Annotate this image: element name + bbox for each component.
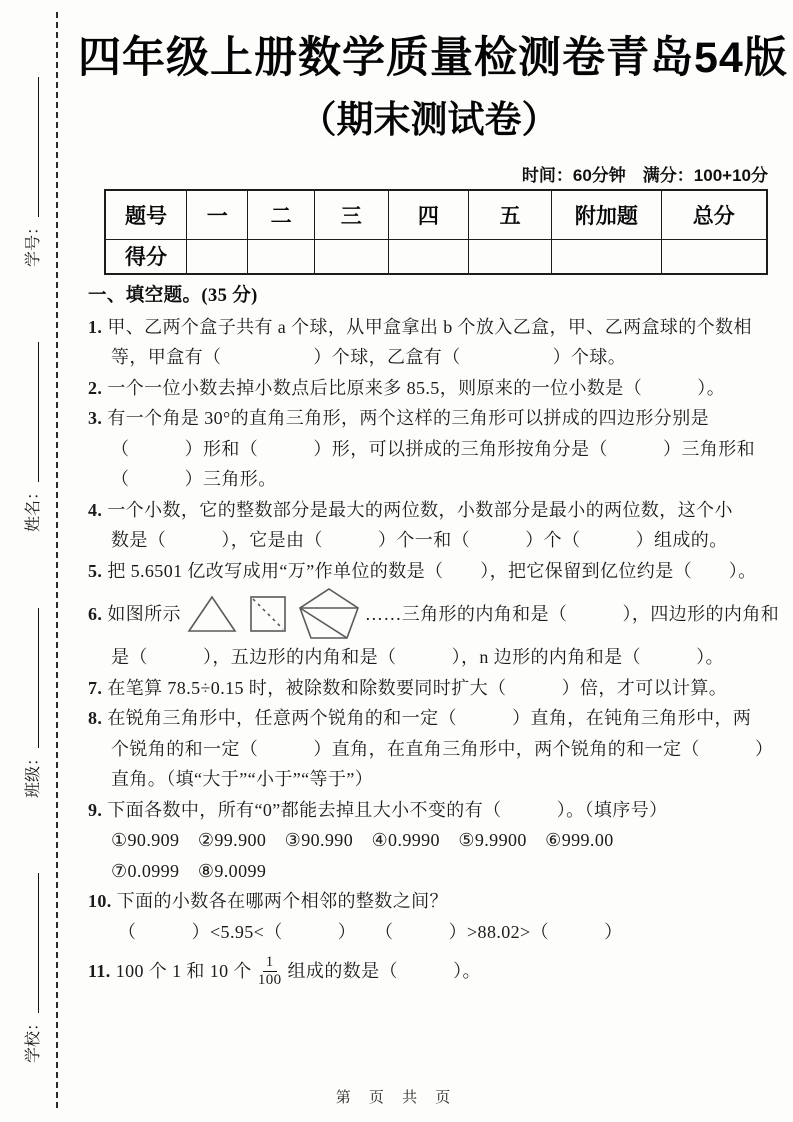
fill-in-blanks-section	[88, 281, 780, 995]
question-11-line-1: 11. 100 个 1 和 10 个 $\frac{1}{100}$ 组成的数是（ ）。	[88, 954, 481, 988]
student-name-field	[20, 342, 44, 532]
question-10-line-2: （ ）<5.95<（ ） （ ）>88.02>（ ）	[118, 921, 623, 942]
page-footer: 第 页 共 页	[335, 1089, 458, 1106]
question-4-line-2: 数是（ ），它是由（ ）个一和（ ）个（ ）组成的。	[111, 530, 728, 550]
question-8-number: 8.	[88, 708, 103, 728]
question-4-number: 4.	[88, 499, 103, 520]
score-row-label: 得分	[105, 239, 186, 274]
score-cell-empty	[314, 239, 388, 274]
question-7-line-1: 7. 在笔算 78.5÷0.15 时，被除数和除数要同时扩大（ ）倍，才可以计算。	[88, 677, 728, 698]
page-title: 四年级上册数学质量检测卷青岛54版	[78, 34, 788, 82]
question-11-number: 11.	[88, 960, 111, 981]
question-6-line-1: 6. 如图所示 ……三角形的内角和是（ ），四边形的内角和	[88, 586, 772, 642]
question-9-options-line-1: ①90.909 ②99.900 ③90.990 ④0.9990 ⑤9.9900 ⑥999.00	[111, 830, 614, 850]
question-8-line-2: 个锐角的和一定（ ）直角，在直角三角形中，两个锐角的和一定（ ）	[111, 738, 774, 759]
question-9-number: 9.	[88, 799, 103, 820]
score-table-header-cell: 总分	[661, 190, 767, 239]
question-10-line-1: 10. 下面的小数各在哪两个相邻的整数之间？	[88, 891, 448, 911]
score-cell-empty	[468, 239, 551, 274]
school-blank-line	[38, 873, 39, 1013]
student-id-blank-line	[38, 77, 39, 217]
binding-dashed-line	[56, 12, 58, 1108]
question-7-number: 7.	[88, 677, 103, 698]
score-cell-empty	[388, 239, 468, 274]
section-heading: 一、填空题。(35 分)	[88, 286, 258, 306]
exam-meta: 时间：60分钟 满分：100+10分	[521, 166, 768, 185]
question-9-line-1: 9. 下面各数中，所有“0”都能去掉且大小不变的有（ ）。（填序号）	[88, 799, 668, 820]
score-table-header-cell: 三	[314, 190, 388, 239]
question-9-options-line-2: ⑦0.0999 ⑧9.0099	[111, 860, 267, 881]
fraction-1-over-100: $\frac{1}{100}$	[257, 954, 282, 988]
class-label: 班级：	[25, 749, 42, 798]
question-5-number: 5.	[88, 560, 103, 581]
class-blank-line	[38, 608, 39, 748]
question-3-line-1: 3. 有一个角是 30°的直角三角形，两个这样的三角形可以拼成的四边形分别是	[88, 408, 710, 428]
question-4-line-1: 4. 一个小数，它的整数部分是最大的两位数，小数部分是最小的两位数，这个小	[88, 499, 733, 520]
question-1-line-1: 1. 甲、乙两个盒子共有 a 个球，从甲盒拿出 b 个放入乙盒，甲、乙两盒球的个数相	[88, 316, 752, 337]
question-5-line-1: 5. 把 5.6501 亿改写成用“万”作单位的数是（ ），把它保留到亿位约是（ ）。	[88, 560, 757, 581]
question-8-line-1: 8. 在锐角三角形中，任意两个锐角的和一定（ ）直角，在钝角三角形中，两	[88, 708, 752, 728]
question-3-line-2: （ ）形和（ ）形，可以拼成的三角形按角分是（ ）三角形和	[111, 438, 755, 459]
page-subtitle: （期末测试卷）	[299, 99, 559, 140]
score-cell-empty	[248, 239, 314, 274]
school-field	[20, 873, 44, 1063]
score-table-header-cell: 四	[388, 190, 468, 239]
student-id-label: 学号：	[25, 218, 42, 267]
question-3-line-3: （ ）三角形。	[111, 469, 277, 489]
school-label: 学校：	[25, 1014, 42, 1063]
score-table-header-cell: 题号	[105, 190, 186, 239]
pentagon-with-diagonals-icon	[298, 587, 360, 641]
student-name-label: 姓名：	[25, 483, 42, 532]
question-8-line-3: 直角。（填“大于”“小于”“等于”）	[111, 769, 374, 789]
score-cell-empty	[186, 239, 248, 274]
score-table-header-cell: 五	[468, 190, 551, 239]
student-id-field	[20, 77, 44, 267]
score-table-header-cell: 附加题	[552, 190, 661, 239]
score-cell-empty	[552, 239, 661, 274]
score-table-header-cell: 一	[186, 190, 248, 239]
score-cell-empty	[661, 239, 767, 274]
score-table	[104, 189, 768, 275]
square-with-diagonal-icon	[248, 594, 288, 634]
question-2-number: 2.	[88, 377, 103, 398]
score-table-header-cell: 二	[248, 190, 314, 239]
student-name-blank-line	[38, 342, 39, 482]
question-2-line-1: 2. 一个一位小数去掉小数点后比原来多 85.5，则原来的一位小数是（ ）。	[88, 377, 726, 398]
question-6-line-2: 是（ ），五边形的内角和是（ ），n 边形的内角和是（ ）。	[111, 647, 724, 667]
question-3-number: 3.	[88, 408, 103, 428]
triangle-icon	[186, 594, 238, 634]
question-1-line-2: 等，甲盒有（ ）个球，乙盒有（ ）个球。	[111, 347, 627, 367]
question-1-number: 1.	[88, 316, 103, 337]
class-field	[20, 608, 44, 798]
question-6-number: 6.	[88, 603, 103, 624]
question-10-number: 10.	[88, 891, 112, 911]
